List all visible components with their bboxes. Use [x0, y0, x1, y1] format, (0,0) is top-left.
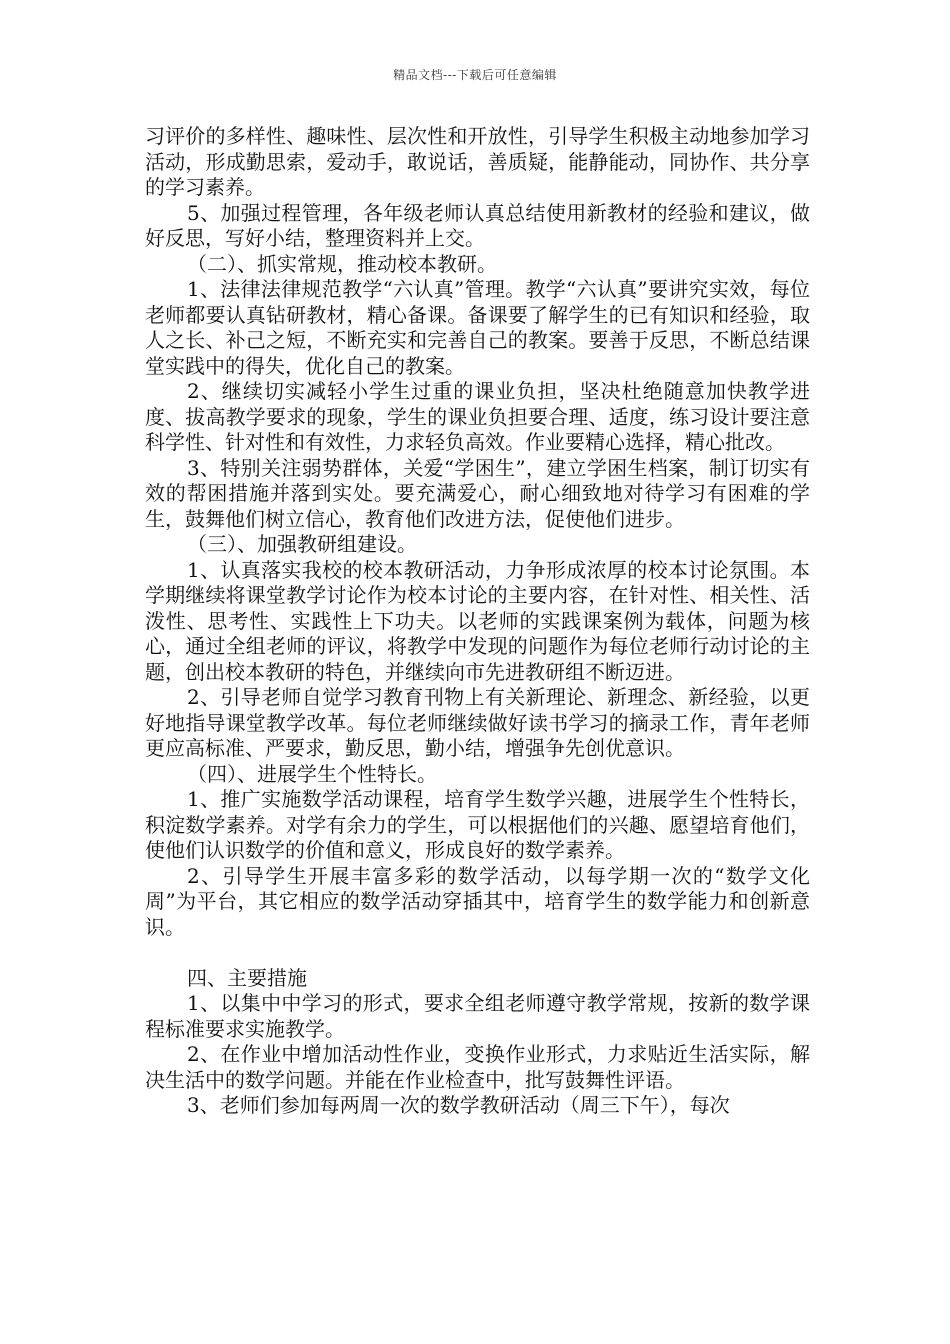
paragraph: 2、引导老师自觉学习教育刊物上有关新理论、新理念、新经验，以更好地指导课堂教学改革。每位老师继续做好读书学习的摘录工作，青年老师更应高标准、严要求，勤反思，勤小结，增强争先创优意识。: [145, 685, 810, 760]
section-heading: 四、主要措施: [187, 965, 307, 990]
paragraph: 1、推广实施数学活动课程，培育学生数学兴趣，进展学生个性特长，积淀数学素养。对学有余力的学生，可以根据他们的兴趣、愿望培育他们，使他们认识数学的价值和意义，形成良好的数学素养。: [145, 787, 810, 862]
paragraph: 2、继续切实减轻小学生过重的课业负担，坚决杜绝随意加快教学进度、拔高教学要求的现象，学生的课业负担要合理、适度，练习设计要注意科学性、针对性和有效性，力求轻负高效。作业要精心选择，精心批改。: [145, 379, 810, 454]
paragraph: 1、法律法律规范教学“六认真”管理。教学“六认真”要讲究实效，每位老师都要认真钻研教材，精心备课。备课要了解学生的已有知识和经验，取人之长、补己之短，不断充实和完善自己的教案。要善于反思，不断总结课堂实践中的得失，优化自己的教案。: [145, 277, 810, 378]
paragraph: 1、以集中中学习的形式，要求全组老师遵守教学常规，按新的数学课程标准要求实施教学。: [145, 991, 810, 1041]
section-heading: （三）、加强教研组建设。: [187, 532, 417, 556]
page-header: 精品文档---下载后可任意编辑: [393, 68, 557, 82]
paragraph: 习评价的多样性、趣味性、层次性和开放性，引导学生积极主动地参加学习活动，形成勤思索，爱动手，敢说话，善质疑，能静能动，同协作、共分享的学习素养。: [145, 124, 810, 199]
paragraph: 2、引导学生开展丰富多彩的数学活动，以每学期一次的“数学文化周”为平台，其它相应的数学活动穿插其中，培育学生的数学能力和创新意识。: [145, 863, 810, 939]
paragraph: 3、特别关注弱势群体，关爱“学困生”，建立学困生档案，制订切实有效的帮困措施并落到实处。要充满爱心，耐心细致地对待学习有困难的学生，鼓舞他们树立信心，教育他们改进方法，促使他们进步。: [145, 455, 810, 531]
paragraph: 3、老师们参加每两周一次的数学教研活动（周三下午），每次: [187, 1093, 730, 1117]
blank-line: [145, 940, 810, 966]
paragraph: 5、加强过程管理，各年级老师认真总结使用新教材的经验和建议，做好反思，写好小结，整理资料并上交。: [145, 200, 810, 250]
section-heading: （二）、抓实常规，推动校本教研。: [187, 251, 497, 276]
paragraph: 1、认真落实我校的校本教研活动，力争形成浓厚的校本讨论氛围。本学期继续将课堂教学讨论作为校本讨论的主要内容，在针对性、相关性、活泼性、思考性、实践性上下功夫。以老师的实践课案例为载体，问题为核心，通过全组老师的评议，将教学中发现的问题作为每位老师行动讨论的主题，创出校本教研的特色，并继续向市先进教研组不断迈进。: [145, 557, 810, 684]
section-heading: （四）、进展学生个性特长。: [187, 761, 437, 786]
paragraph: 2、在作业中增加活动性作业，变换作业形式，力求贴近生活实际，解决生活中的数学问题。并能在作业检查中，批写鼓舞性评语。: [145, 1042, 810, 1092]
document-body: [145, 124, 810, 1119]
